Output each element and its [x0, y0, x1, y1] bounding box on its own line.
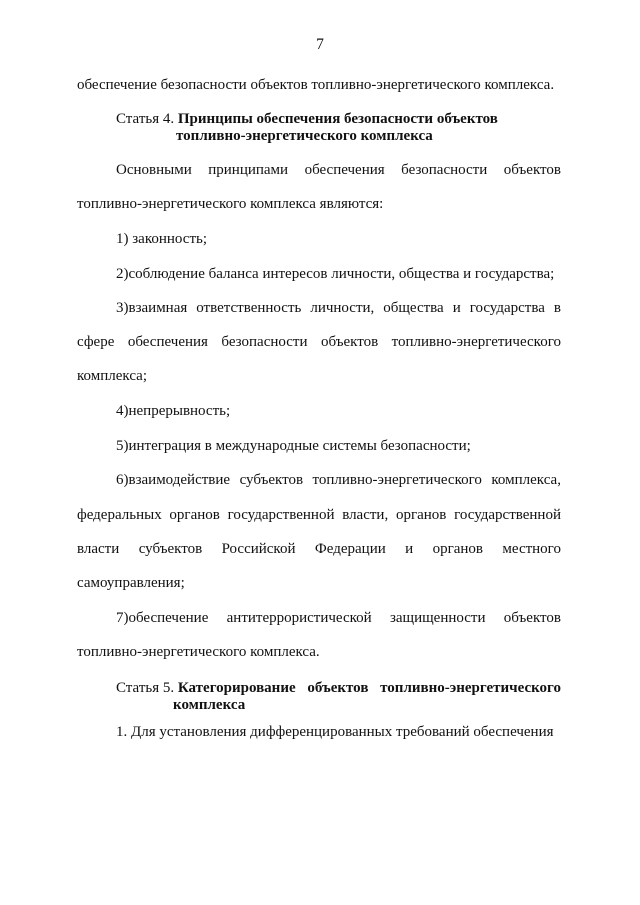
list-item-6-line1: 6)взаимодействие субъектов топливно-энергетического комплекса,: [116, 472, 561, 488]
list-item-3-line3: комплекса;: [77, 368, 147, 384]
list-item-3-line2: сфере обеспечения безопасности объектов топливно-энергетического: [77, 334, 561, 350]
list-item-text: непрерывность;: [128, 403, 231, 419]
list-item-number: 6): [116, 472, 129, 488]
list-item-text: интеграция в международные системы безопасности;: [128, 438, 471, 454]
list-item-7-line2: топливно-энергетического комплекса.: [77, 644, 320, 660]
list-item-text: соблюдение баланса интересов личности, общества и государства;: [128, 266, 555, 282]
list-item-5: [116, 438, 471, 455]
article-5-paragraph-1: 1. Для установления дифференцированных требований обеспечения: [116, 724, 554, 740]
article-4-label: Статья 4.: [116, 111, 175, 127]
list-item-number: 7): [116, 610, 129, 626]
page-number: 7: [316, 36, 324, 53]
list-item-2: [116, 266, 554, 283]
continuation-line: обеспечение безопасности объектов топливно-энергетического комплекса.: [77, 77, 555, 93]
list-item-number: 2): [116, 266, 129, 282]
list-item-6-line4: самоуправления;: [77, 575, 185, 591]
article-4-heading: [116, 111, 498, 128]
article-5-title-line2: комплекса: [173, 697, 246, 713]
article-4-title-line2: топливно-энергетического комплекса: [176, 128, 433, 144]
list-item-4: [116, 403, 230, 420]
list-item-1: [116, 231, 207, 248]
article-4-title-line1: Принципы обеспечения безопасности объектов: [177, 111, 498, 127]
article-5-label: Статья 5.: [116, 680, 175, 696]
intro-line1: Основными принципами обеспечения безопасности объектов: [116, 162, 561, 178]
list-item-6-line3: власти субъектов Российской Федерации и органов местного: [77, 541, 561, 557]
list-item-7-line1: 7)обеспечение антитеррористической защищенности объектов: [116, 610, 561, 626]
list-item-number: 1): [116, 231, 129, 247]
intro-line2: топливно-энергетического комплекса являются:: [77, 196, 384, 212]
list-item-number: 3): [116, 300, 129, 316]
list-item-number: 5): [116, 438, 129, 454]
list-item-6-line2: федеральных органов государственной власти, органов государственной: [77, 507, 561, 523]
list-item-3-line1: 3)взаимная ответственность личности, общества и государства в: [116, 300, 561, 316]
list-item-text: законность;: [132, 231, 208, 247]
list-item-number: 4): [116, 403, 129, 419]
article-5-heading: Статья 5. Категорирование объектов топливно-энергетического: [116, 680, 561, 696]
